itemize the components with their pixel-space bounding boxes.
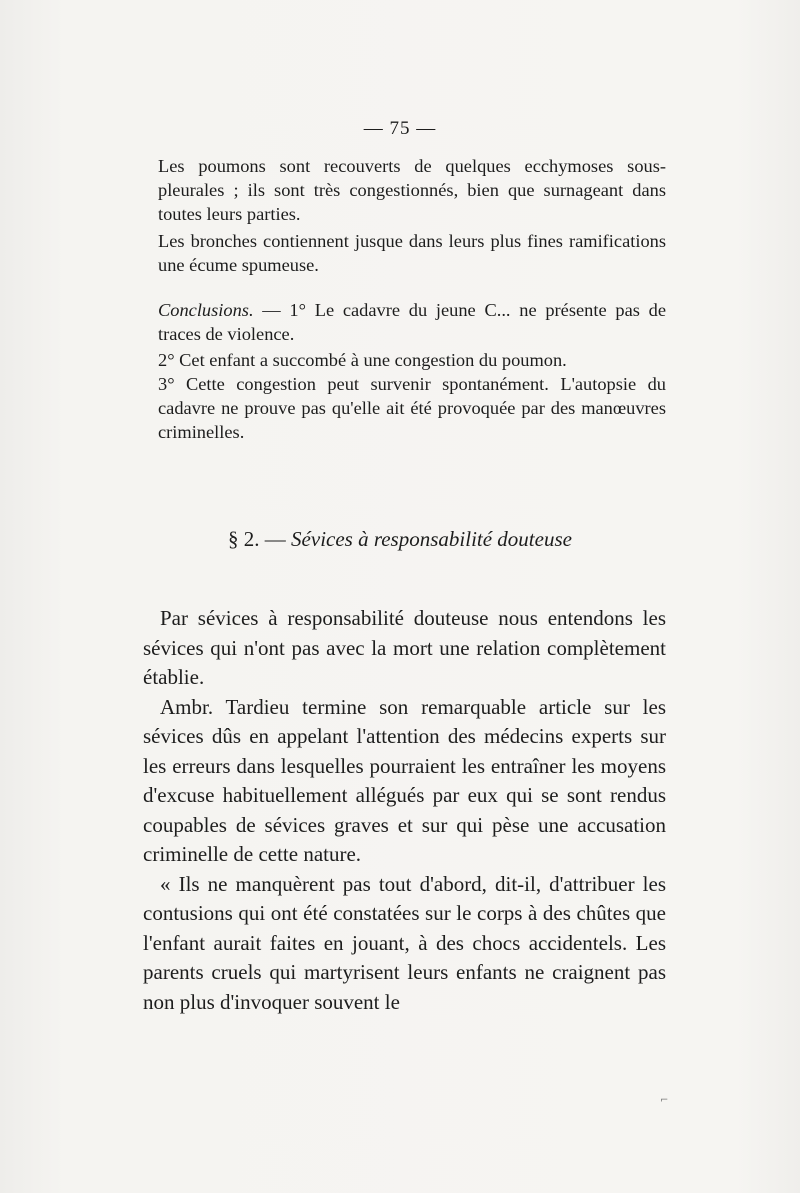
section-title: Sévices à responsabilité douteuse (291, 527, 572, 551)
paragraph-definition: Par sévices à responsabilité douteuse nous entendons les sévices qui n'ont pas avec la mort une relation complètement établie. (143, 606, 666, 689)
conclusion-1 (158, 298, 666, 346)
paragraph-tardieu: Ambr. Tardieu termine son remarquable article sur les sévices dûs en appelant l'attention des médecins experts sur les erreurs dans lesquelles pourraient les entraîner les moyens d'excuse habituellement allégués par eux qui se sont rendus coupables de sévices graves et sur qui pèse une accusation criminelle de cette nature. (143, 694, 666, 866)
paragraph-bronchi: Les bronches contiennent jusque dans leurs plus fines ramifications une écume spumeuse. (158, 231, 666, 275)
paragraph-quote: « Ils ne manquèrent pas tout d'abord, dit-il, d'attribuer les contusions qui ont été constatées sur le corps à des chûtes que l'enfant aurait faites en jouant, à des chocs accidentels. Les parents cruels qui martyrisent leurs enfants ne craignent pas non plus d'invoquer souvent le (143, 871, 666, 1014)
page-number: — 75 — (363, 118, 437, 139)
conclusions-label: Conclusions. (158, 300, 254, 320)
paragraph-lungs: Les poumons sont recouverts de quelques ecchymoses sous-pleurales ; ils sont très congestionnés, bien que surnageant dans toutes leurs parties. (158, 156, 666, 224)
section-number: § 2. — (228, 527, 292, 551)
conclusion-1-text: — 1° Le cadavre du jeune C... ne présente pas de traces de violence. (158, 300, 666, 344)
conclusion-3: 3° Cette congestion peut survenir spontanément. L'autopsie du cadavre ne prouve pas qu'elle ait été provoquée par des manœuvres criminelles. (158, 374, 666, 442)
corner-mark: ⌐ (660, 1095, 669, 1106)
main-text (143, 604, 666, 1017)
conclusion-2: 2° Cet enfant a succombé à une congestion du poumon. (158, 350, 567, 370)
autopsy-findings (158, 154, 666, 277)
conclusions (158, 298, 666, 444)
section-heading (0, 527, 800, 552)
